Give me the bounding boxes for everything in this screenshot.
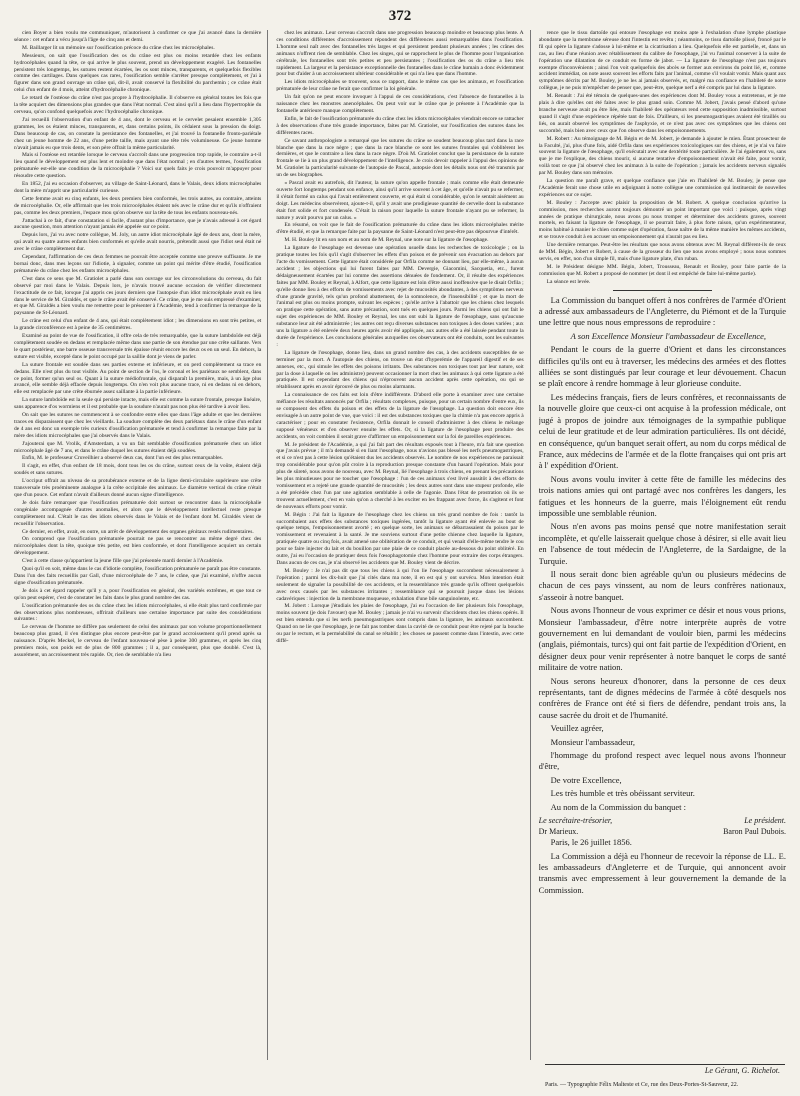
secretary-name: Dr Marieux. [538,827,579,837]
printer-imprint: Paris. — Typographie Félix Malteste et Ce, rue des Deux-Portes-St-Sauveur, 22. [545,1082,739,1088]
paragraph: M. Robert : Au témoignage de M. Bégin et de M. Jobert, je demande à ajouter le mien. Étant prosecteur de la Faculté, j'ai, plus d'une fois, aidé Orfila dans ses expériences toxicologiques sur des chiens, et je n'ai vu faire souvent la ligature de l'œsophage, qu'il exécutait avec une dextérité toute particulière. Je l'ai également vu, sans que je me l'explique, des chiens mourir, si aucune tentative d'empoisonnement n'avait été faite, pour vomir, voilà tout ce que j'ai observé chez les animaux à la suite de l'opération ; jamais les accidents nerveux signalés par M. Bouley dans son mémoire. [538,135,786,177]
secretary-role: Le secrétaire-trésorier, [538,816,613,826]
signature-names [539,826,786,837]
paragraph: Le retard de l'ostéose du crâne n'est pas propre à l'hydrocéphalie. Il s'observe en général toutes les fois que la tête acquiert des dimensions plus grandes que dans l'état normal. C'est ainsi qu'il a lieu dans l'hypertrophie du cerveau, qu'on confond quelquefois avec l'hydrocéphalie chronique. [14,95,262,115]
gerant-signature: Le Gérant, G. Richelot. [704,1066,780,1075]
page-number: 372 [388,8,412,24]
text-columns [14,30,786,1060]
letter-paragraph: Les médecins français, fiers de leurs confrères, et reconnaissants de la nouvelle gloire que ceux-ci ont acquise à la profession médicale, ont jugé à propos de joindre aux témoignages de la sympathie publique celui de leur gratitude et de leur admiration particulières. Ils ont décidé, en conséquence, qu'un banquet serait offert, au nom du corps médical de France, aux médecins de l'armée et de la flotte françaises qui ont pris art à l' expédition d'Orient. [538,391,786,471]
letter-paragraph: Nous n'en avons pas moins pensé que notre manifestation serait incomplète, et qu'elle laisserait quelque chose à désirer, si elle avait lieu en l'absence de tout médecin de l'Angleterre, de la Sardaigne, de la Turquie. [538,521,786,566]
paragraph: La ligature de l'œsophage, donne lieu, dans un grand nombre des cas, à des accidents susceptibles de se terminer par la mort. A l'autopsie des chiens, on trouve un état d'hyperémie de l'appareil digestif et de ses annexes, etc., qui simule les effets des poisons irritants. Des substances non toxiques tout par leur nature, soit par la dose à laquelle on les administre) peuvent occasionner la mort chez les animaux à qui cette ligature a été pratiquée. Il est cependant des chiens qui n'éprouvent aucun accident après cette opération, ou qui se rétablissent après en avoir éprouvé de plus ou moins alarmants. [276,349,524,391]
column-3 [539,30,786,1060]
letter-paragraph: De votre Excellence, [550,774,622,785]
paragraph: cien Boyer a bien voulu me communiquer, m'autorisent à confirmer ce que j'ai avancé dans la dernière séance : cet enfant a vécu jusqu'à l'âge de cinq ans et demi. [14,30,262,43]
paragraph: M. Bouley : Je n'ai pas dit que tous les chiens à qui l'on lie l'œsophage succombent nécessairement à l'opération ; parmi les dix-huit que j'ai cités dans ma note, il en est qui y ont survécu. Mon intention était seulement de signaler la possibilité de ces accidents, et la ressemblance très grande qu'ils offrent quelquefois avec ceux causés par les substances irritantes ; ressemblance qui se poursuit jusque dans les lésions cadavériques : injection de la membrane muqueuse, exhalation d'une bile sanguinolente, etc. [276,567,524,602]
paragraph: M. Renault : J'ai été témoin de quelques-unes des expériences dont M. Bouley vous a entretenus, et je me plais à dire qu'elles ont été faites avec le plus grand soin. Comme M. Jobert, j'avais pensé d'abord qu'une branche nerveuse avait pu être liée, mais l'habileté des opérateurs rend cette supposition inadmissible, surtout quand il s'agit d'une expérience répétée tant de fois. D'ailleurs, si les pneumogastriques avaient été tiraillés ou liés, on aurait observé les symptômes de l'asphyxie, et ce n'est pas avec ces symptômes que les chiens ont succombé, mais bien avec ceux que l'on observe dans les empoisonnements. [538,93,786,134]
section-divider [613,290,712,291]
paragraph: Une dernière remarque. Peut-être les résultats que nous avons obtenus avec M. Reynal diffèrent-ils de ceux de MM. Bégin, Jobert et Robert, à cause de la grosseur du lien que nous avons employé ; nous nous sommes servis, en effet, non d'un simple fil, mais d'une ligature plate, d'un ruban. [538,242,786,262]
paragraph: M. Bouley : J'accepte avec plaisir la proposition de M. Robert. A quelque conclusion qu'arrive la commission, mes recherches auront toujours démontré un point important que voici : puisque, après vingt années de pratique chirurgicale, nous avons pu nous tromper et déterminer des accidents graves, souvent mortels, en faisant la ligature de l'œsophage, il se pourrait faire, à plus forte raison, qu'un expérimentateur, moins habitué à manier le chien comme sujet d'opération, fasse naître de la même manière les mêmes accidents, et se trouve conduit à en accuser un empoisonnement qui n'aurait pas eu lieu. [538,199,786,241]
letter-paragraph: Nous avons l'honneur de vous exprimer ce désir et nous vous prions, Monsieur l'ambassadeur, d'être notre interprète auprès de votre gouvernement en lui demandant de vouloir bien, parmi les médecins (anglais, piémontais, turcs) qui ont fait partie de l'expédition d'Orient, en désigner deux pour venir représenter à notre banquet le corps de santé militaire de votre nation. [538,605,786,673]
paragraph: Cette femme avait eu cinq enfants, les deux premiers bien conformés, les trois autres, au contraire, atteints de microcéphalie. Or, elle affirmait que les trois microcéphales étaient nés avec le crâne dur et qu'ils n'offraient pas, comme les deux premiers, l'espace mou qu'on observe sur la tête de tous les enfants nouveau-nés. [14,195,262,216]
paragraph: La question me paraît grave, et quelque confiance que j'aie en l'habileté de M. Bouley, je pense que l'Académie ferait une chose utile en adjoignant à notre collègue une commission qui instituerait de nouvelles expériences sur ce sujet. [538,178,786,198]
paragraph: J'attachai à ce fait, d'une constatation si facile, d'autant plus d'importance, que je n'avais adressé à cet égard aucune question, mon attention n'ayant jamais été appelée sur ce point. [14,217,262,231]
paragraph: Messieurs, on sait que l'ossification des os du crâne est plus ou moins retardée chez les enfants hydrocéphales quand la tête, ce qui arrive le plus souvent, prend un développement exagéré. Les fontanelles persistent très longtemps, les sutures restent écartées, les os sont minces, transparents, et quelquefois flexibles comme des cartilages. Dans quelques cas rares, l'ossification semble s'arrêter presque complètement, et j'ai à figurer dans son grand ouvrage un crâne qui, dit-il, avait conservé la flexibilité du parchemin ; ce crâne était celui d'un enfant de 4 mois, atteint d'hydrocéphalie chronique. [14,52,262,94]
paragraph: Quoi qu'il en soit, même dans le cas d'idiotie complète, l'ossification prématurée ne paraît pas être constante. Dans l'un des faits recueillis par Gall, d'une microcéphale de 7 ans, le crâne, que j'ai examiné, n'offre aucun signe d'ossification prématurée. [14,566,262,586]
paragraph: On sait que les sutures ne commencent à se confondre entre elles que dans l'âge adulte et que les dernières traces en disparaissent que chez les vieillards. La soudure complète des deux pariétaux dans le crâne d'un enfant de 4 ans est donc un exemple très curieux d'ossification prématurée et tend à confirmer la remarque faite par la mère des idiots microcéphales que j'ai observés dans le Valais. [14,412,262,439]
letter-closing: La Commission a déjà eu l'honneur de recevoir la réponse de LL. E. les ambassadeurs d'Angleterre et de Turquie, qui annoncent avoir transmis avec empressement à leur gouvernement la demande de la Commission. [538,850,786,895]
paragraph: Il s'agit, en effet, d'un enfant de 18 mois, dont tous les os du crâne, surtout ceux de la voûte, étaient déjà soudés et sans sutures. [14,463,262,477]
paragraph: La séance est levée. [546,278,591,285]
letter-paragraph: Les très humble et très obéissant serviteur. [550,788,695,799]
letter-paragraph: Pendant le cours de la guerre d'Orient et dans les circonstances difficiles qu'ils ont eu à traverser, les médecins des armées et des flottes alliées se sont distingués par leur courage et leur dévouement. Chacun se plaît encore à rendre hommage à leur glorieuse conduite. [538,344,786,389]
paragraph: Un fait qu'on ne peut encore invoquer à l'appui de ces considérations, c'est l'absence de fontanelles à la naissance chez les monstres anencéphales. On peut voir sur le crâne que je présente à l'Académie que la fontanelle antérieure manque complètement. [276,94,524,114]
footer-rule [545,1064,785,1065]
paragraph: Le cerveau de l'homme ne diffère pas seulement de celui des animaux par son volume proportionnellement beaucoup plus grand, il s'en distingue plus encore peut-être par le grand accroissement qu'il prend après sa naissance. D'après Meckel, le cerveau de l'enfant nouveau-né pèse à peine 300 grammes, et après les cinq premiers mois, son poids est de plus de 800 grammes ; il a, par conséquent, plus que doublé. C'est là, assurément, un accroissement très rapide. Or, rien de semblable n'a lieu [14,624,262,658]
paragraph: En 1852, j'ai eu occasion d'observer, au village de Saint-Léonard, dans le Valais, deux idiots microcéphales dont la mère m'apprit une particularité curieuse. [14,181,262,194]
column-2 [276,30,530,1060]
paragraph: On comprend que l'ossification prématurée pourrait ne pas se rencontrer au même degré chez des microcéphales dont la tête, quoique très petite, est bien conformée, et dont l'intelligence acquiert un certain développement. [14,536,262,557]
column-1 [14,30,268,1060]
paragraph: J'ai recueilli l'observation d'un enfant de 4 ans, dont le cerveau et le cervelet pesaient ensemble 1,305 grammes, les os étaient minces, transparents, et, dans certains points, ils cédaient sous la pression du doigt. Dans beaucoup de cas, on constate la persistance des fontanelles, et j'ai trouvé la fontanelle fronto-pariétale chez un jeune homme de 22 ans, d'une petite taille, mais ayant une tête très volumineuse. Ce jeune homme n'avait jamais eu que trois dents, et son père offrait la même particularité. [14,116,262,151]
letter-paragraph: Il nous serait donc bien agréable qu'un ou plusieurs médecins de chacun de ces pays vinssent, au nom de leurs confrères nationaux, s'asseoir à notre banquet. [538,568,786,602]
paragraph: La connaissance de ces faits est loin d'être indifférente. D'abord elle porte à examiner avec une certaine méfiance les résultats annoncés par Orfila ; résultats complexes, puisque, pour un certain nombre d'entre eux, ils se composent des effets du poison et des effets de la ligature de l'œsophage. La question doit encore être envisagée à un autre point de vue, que voici : il est des substances toxiques que la chimie n'a pas encore appris à caractériser ; pour en constater l'existence, Orfila donnait le conseil d'administrer à des chiens le mélange supposé vénéneux et d'en observer ensuite les effets. Or, si la ligature de l'œsophage peut produire des accidents, on voit combien il serait grave d'affirmer un empoisonnement sur la foi de pareilles expériences. [276,392,524,440]
paragraph: La suture lambdoïde est la seule qui persiste intacte, mais elle est comme la suture frontale, presque linéaire, sans apparence d'os wormiens et il est probable que la soudure n'aurait pas non plus été tardive à avoir lieu. [14,397,262,411]
paragraph: Examiné au point de vue de l'ossification, il offre cela de très remarquable, que la suture lambdoïde est déjà complètement soudée en dedans et remplacée même dans une partie de son étendue par une crête saillante. Vers le quart postérieur, une barre osseuse transversale très épaisse réunit encore les deux os en un seul. En dehors, la suture est visible, excepté dans le point occupé par la saillie dont je viens de parler. [14,333,262,360]
banquet-letter [539,295,786,897]
paragraph: chez les animaux. Leur cerveau s'accroît dans une progression beaucoup moindre et beaucoup plus lente. A ces conditions différentes d'accroissement répondent des différences aussi remarquables dans l'ossification. L'homme seul naît avec des fontanelles très larges et qui persistent pendant plusieurs années ; les crânes des animaux n'offrent rien de semblable. Chez les singes, qui se rapprochent le plus de l'homme pour l'organisation cérébrale, les fontanelles sont très petites et peu persistantes ; l'ossification des os du crâne a lieu très rapidement. La largeur et la persistance exceptionnelle des fontanelles dans le crâne humain a donc évidemment pour but d'aider à un accroissement ultérieur considérable et qui n'a lieu que dans l'homme. [276,30,524,78]
paragraph: C'est dans ce sens que M. Gratiolet a parlé dans son ouvrage sur les circonvolutions du cerveau, du fait observé par moi dans le Valais. Depuis lors, je n'avais trouvé aucune occasion de vérifier directement l'exactitude de ce fait, lorsque j'ai appris ces jours derniers que l'autopsie d'un idiot microcéphale avait eu lieu dans le service de M. Giraldès, et que le crâne avait été conservé. Ce crâne, que je me suis empressé d'examiner, et que M. Giraldès a bien voulu me remettre pour le présenter à l'Académie, tend à confirmer la remarque de la paysanne de St-Léonard. [14,275,262,317]
paragraph: La ligature de l'œsophage est devenue une opération usuelle dans les recherches de toxicologie ; on la pratique toutes les fois qu'il s'agit d'observer les effets d'un poison et de prévenir son évacuation au dehors par l'acte du vomissement. Cette ligature était considérée par Orfila comme ne donnant lieu, par elle-même, à aucun accident ; les objections qui lui furent faites par MM. Devergie, Giacomini, Sacquetia, etc., furent dédaigneusement écartées par lui comme des assertions dénuées de fondement. Or, il résulte des expériences faites par MM. Bouley et Reynal, à Alfort, que cette ligature est loin d'être aussi inoffensive que le disait Orfila ; qu'elle donne lieu à des efforts de vomissements avec rejet de mucosités abondantes, à des symptômes nerveux d'une grande gravité, tels qu'un profond abattement, de la somnolence, de l'insensibilité ; et que la mort de l'animal est plus ou moins prompte, suivant les espèces ; qu'elle arrive à l'abattoir que les chiens chez lesquels on pratique cette opération, sans autre précaution, sont tués en quelques jours. Parmi les chiens qui ont fait le sujet des expériences de MM. Bouley et Reynal, les uns ont subi la ligature de l'œsophage, sans qu'aucune substance leur ait été administrée ; les autres ont reçu diverses substances non toxiques à des doses variées ; aux uns la ligature a été enlevée deux heures après avoir été appliquée, aux autres elle a été laissée pendant toute la durée de l'expérience. Les conclusions générales auxquelles ces observateurs ont été conduits, sont les suivantes : [276,245,524,348]
paragraph: Ce dernier, en effet, avait, en outre, un arrêt de développement des organes génitaux restés rudimentaires. [22,528,254,535]
letter-paragraph: Veuillez agréer, [550,723,604,734]
paragraph: « Pascal avait eu autrefois, dit l'auteur, la suture qu'on appelle frontale ; mais comme elle était demeurée ouverte fort longtemps pendant son enfance, ainsi qu'il arrive souvent à cet âge, et qu'elle n'avait pu se refermer, il s'était formé un calus qui l'avait entièrement couverte, et qui était si considérable, qu'on le sentait aisément au doigt. Les médecins observèrent, ajoute-t-il, qu'il y avait une prodigieuse quantité de cervelle dont la substance était fort solide et fort condensée. C'était la raison pour laquelle la suture frontale n'ayant pu se refermer, la nature y avait pourvu par un calus. » [276,180,524,221]
paragraph: rence que le tissu dartoïde qui entoure l'œsophage est moins apte à l'exhalation d'une lymphe plastique abondante que la membrane séreuse dont l'intestin est revêtu ; néanmoins, ce tissu dartoïde plissé, froncé par le fil qui opère la ligature s'adosse à lui-même et la cicatrisation a lieu. Quelquefois elle est partielle, et, dans un cas, au lieu d'une réunion avec rétablissement du calibre de l'œsophage, j'ai vu l'animal conserver à la suite de l'opération une dilatation de ce conduit en forme de jabot. — La ligature de l'œsophage n'est pas toujours exempte d'inconvénients ; ainsi l'on voit quelquefois des abcès se former aux environs du point lié, et, comme accident immédiat, on note assez souvent les efforts faits par l'animal, comme s'il voulait vomir. Mais quant aux symptômes décrits par M. Bouley, je ne les ai jamais observés, et, malgré ma confiance en l'habileté de notre collègue, je ne puis m'empêcher de penser que, peut-être, quelque nerf a été compris par lui dans la ligature. [538,30,786,92]
paragraph: Mais si l'ostéose est retardée lorsque le cerveau s'accroît dans une progression trop rapide, le contraire a-t-il lieu quand le développement est plus lent et moindre que dans l'état normal ; en d'autres termes, l'ossification prématurée est-elle une condition de la microcéphalie ? Voici sur quels faits je crois pouvoir m'appuyer pour résoudre cette question. [14,152,262,180]
paragraph: M. Jobert : Lorsque j'étudiais les plaies de l'œsophage, j'ai eu l'occasion de lier plusieurs fois l'œsophage, moins souvent (je dois l'avouer) que M. Bouley ; jamais je n'ai vu survenir d'accidents chez les chiens opérés. Il est bien entendu que si les nerfs pneumogastriques sont compris dans la ligature, les animaux succombent. Quand on ne lie que l'œsophage, je ne fait pas tomber dans la cavité de ce conduit pour être rejeté par la bouche ou par le rectum, et la perméabilité du canal se rétablit ; les choses se passent comme dans l'intestin, avec cette diffé- [276,603,524,644]
paragraph: Cependant, l'affirmation de ces deux femmes ne pouvait être acceptée comme une preuve suffisante. Je me bornai donc, dans mes leçons sur l'idiotie, à signaler, comme un point qui mérite d'être étudié, l'ossification prématurée du crâne chez les enfants microcéphales. [14,254,262,274]
paragraph: J'ajouterai que M. Vrolik, d'Amsterdam, a vu un fait semblable d'ossification prématurée chez un idiot microcéphale âgé de 7 ans, et dans le crâne duquel les sutures étaient déjà soudées. [14,440,262,454]
paragraph: M. le Président désigne MM. Bégin, Jobert, Trousseau, Renault et Bouley, pour faire partie de la commission que M. Robert a proposé de nommer (et dont il est empêché de faire lui-même partie). [538,263,786,277]
paragraph: La suture frontale est soudée dans ses parties externe et inférieure, et on perd complètement sa trace en dedans. Elle n'est plus du tout visible. Au point de section de l'os, le coronal et les pariétaux ne semblent, dans ce point, former qu'un seul os. Quant à la suture médiofrontale, qui disparaît la première, mais, à un âge plus avancé, elle semble déjà effacée depuis longtemps. On n'en voit plus aucune trace, ni en dedans ni en dehors, elle est remplacée par une crête éburnée assez saillante à la partie inférieure. [14,361,262,396]
paragraph: L'occiput offrait au niveau de sa protubérance externe et de la ligne demi-circulaire supérieure une crête transversale très proéminente analogue à la crête occipitale des animaux. Le diamètre vertical du crâne n'était que d'un pouce. Cet enfant n'avait d'ailleurs donné aucun signe d'intelligence. [14,478,262,498]
letter-paragraph: Monsieur l'ambassadeur, [550,736,635,747]
signature-roles [539,815,786,826]
paragraph: Le crâne est celui d'un enfant de 4 ans, qui était complètement idiot ; les dimensions en sont très petites, et la grande circonférence est à peine de 35 centimètres. [14,318,262,332]
paragraph: M. Bégin : J'ai fait la ligature de l'œsophage chez les chiens un très grand nombre de fois : tantôt la succombaient aux effets des substances toxiques ingérées, tantôt la ligature ayant été enlevée au bout de quelque temps, l'empoisonnement avorté ; en quelque sorte, les animaux se débarrassaient du poison par le vomissement et revenaient à la santé. Je me souviens surtout d'une petite chienne chez laquelle la ligature, pratiquée quatre ou cinq fois, avait amené une oblitération de ce conduit, et qui venait d'elle-même tendre le cou pour se faire injecter du lait et du bouillon par une plaie de ce conduit placée au-dessous du point oblitéré. En outre, j'ai eu l'occasion de pratiquer deux fois l'œsophagotomie chez l'homme pour extraire des corps étrangers. Dans aucun de ces cas, je n'ai observé les accidents que M. Bouley vient de décrire. [276,511,524,566]
paragraph: Les idiots microcéphales se trouvent, sous ce rapport, dans le même cas que les animaux, et l'ossification prématurée de leur crâne ne ferait que confirmer la loi générale. [276,79,524,93]
paragraph: Depuis lors, j'ai vu avec notre collègue, M. Joly, un autre idiot microcéphale âgé de deux ans, dont la mère, qui avait eu quatre autres enfants bien conformés et qu'elle avait nourris, prétendit aussi que l'idiot seul était né avec le crâne complètement dur. [14,232,262,253]
president-role: Le président. [744,816,786,826]
paragraph: M. H. Bouley lit en son nom et au nom de M. Reynal, une note sur la ligature de l'œsophage. [284,237,489,244]
paragraph: M. Baillarger lit un mémoire sur l'ossification précoce du crâne chez les microcéphales. [22,44,215,51]
letter-paragraph: l'hommage du profond respect avec lequel nous avons l'honneur d'être, [538,750,786,772]
paragraph: Je dois faire remarquer que l'ossification prématurée doit surtout se rencontrer dans la microcéphalie congéniale accompagnée d'autres anomalies, et alors que le développement intellectuel reste presque complètement nul. C'était le cas des idiots observés dans le Valais et de l'enfant dont M. Giraldès vient de recueillir l'observation. [14,499,262,527]
paragraph: Enfin, le fait de l'ossification prématurée du crâne chez les idiots microcéphales viendrait encore se rattacher à des observations d'une très grande importance, faites par M. Gratiolet, sur l'ossification des sutures dans les différentes races. [276,115,524,136]
paragraph: M. Je président de l'Académie, a qui j'ai fait part des résultats exposés tout à l'heure, m'a fait une question que j'avais prévue ; il m'a demandé si en liant l'œsophage, nous n'avions pas blessé les nerfs pneumogastriques, et si ce n'est pas à cette lésion qu'étaient dus les accidents observés. Le nombre de nos expériences ne paraissait trop considérable pour qu'on pût croire à la reproduction presque constante d'un hasard l'opération. Mais pour plus de sûreté, nous avons de nouveau, avec M. Reynal, lié l'œsophage à trois chiens, en prenant les précautions les plus minutieuses pour ne toucher que l'œsophage : l'un de ces animaux s'est livré aussitôt à des efforts de vomissement et a rejeté une grande quantité de mucosités ; les deux autres sont dans une stupeur profonde, elle a été précédée chez l'un par une agitation semblable à celle de l'agonie. Dans l'état de prostration où ils se trouvent actuellement, c'est en vain qu'on a cherché à les exciter en les frappant avec force, ils s'agitent et font de nouveaux efforts pour vomir. [276,441,524,510]
letter-paragraph: Nous avons voulu inviter à cette fête de famille les médecins des trois nations amies qui ont partagé avec nos confrères les dangers, les fatigues et les honneurs de la guerre, mais l'éloignement eût rendu impossible une semblable réunion. [538,473,786,518]
letter-paragraph: Nous serons heureux d'honorer, dans la personne de ces deux représentants, tant de dignes médecins de l'armée à côté desquels nos confrères de France ont été si fiers de défendre, pendant trois ans, la cause sacrée du droit et de l'humanité. [538,675,786,720]
paragraph: Ce savant anthropologiste a remarqué que les sutures du crâne se soudent beaucoup plus tard dans la race blanche que dans la race nègre ; que dans la race blanche ce sont les sutures frontales qui s'oblitèrent les dernières, et que le contraire a lieu dans la race nègre. D'où M. Gratiolet conclut que la persistance de la suture frontale se lie à un plus grand développement de l'intelligence. Je crois devoir rappeler à l'appui des opinions de M. Gratiolet la particularité suivante de l'autopsie de Pascal, autopsie dont les détails nous ont été transmis par un de ses biographes. [276,137,524,179]
letter-paragraph: Au nom de la Commission du banquet : [550,801,686,812]
paragraph: Je dois à cet égard rappeler qu'il y a, pour l'ossification en général, des variétés extrêmes, et que tout ce qu'on peut espérer, c'est de constater les faits dans le plus grand nombre des cas. [14,587,262,601]
letter-intro: La Commission du banquet offert à nos confrères de l'armée d'Orient a adressé aux ambassadeurs de l'Angleterre, du Piémont et de la Turquie une lettre que nous nous empressons de reproduire : [538,294,786,328]
letter-salutation: A son Excellence Monsieur l'ambassadeur de Excellence, [570,330,767,341]
letter-date: Paris, le 26 juillet 1856. [550,837,632,848]
paragraph: Enfin, M. le professeur Cruveilhier a observé deux cas, dont l'un est des plus remarquables. [22,455,224,462]
paragraph: En résumé, on voit que le fait de l'ossification prématurée du crâne dans les idiots microcéphales mérite d'être étudié, et que la remarque faite par la paysanne de Saint-Léonard n'est peut-être pas dépourvue d'intérêt. [276,222,524,236]
paragraph: C'est à cette classe qu'appartient la jeune fille que j'ai présentée mardi dernier à l'Académie. [22,558,224,565]
president-name: Baron Paul Dubois. [723,827,786,837]
paragraph: L'ossification prématurée des os du crâne chez les idiots microcéphales, si elle était plus tard confirmée par des observations plus nombreuses, offrirait d'ailleurs une certaine importance par suite des considérations suivantes : [14,602,262,623]
